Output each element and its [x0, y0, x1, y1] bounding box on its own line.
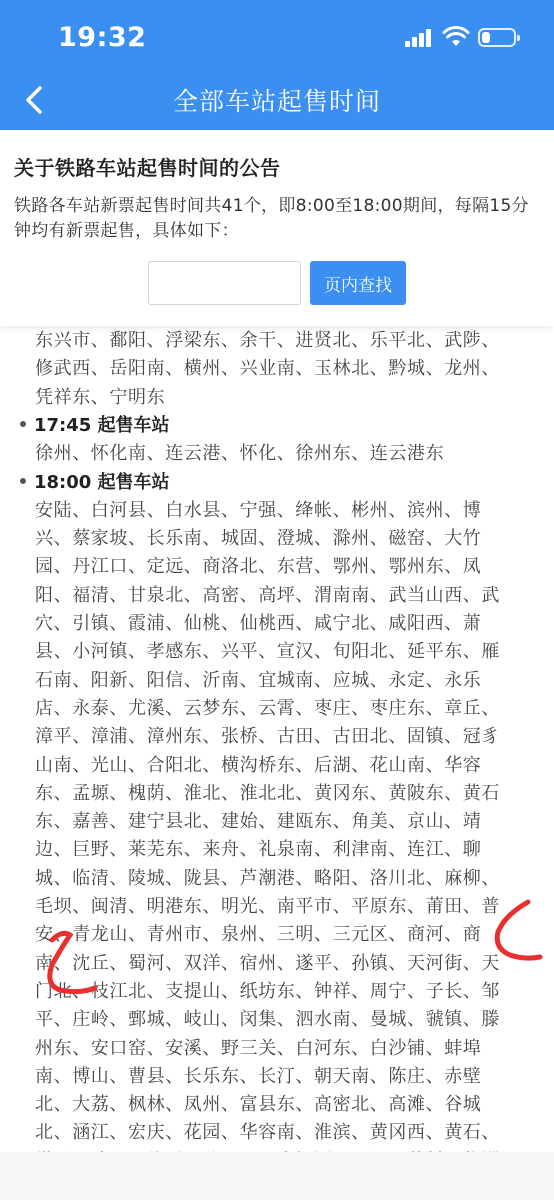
bullet-icon — [20, 478, 26, 484]
section-heading — [20, 469, 170, 497]
notice-panel — [0, 130, 554, 326]
station-line: 漳平、漳浦、漳州东、张桥、古田、古田北、固镇、冠豸 — [35, 726, 500, 748]
station-line: 凭祥东、宁明东 — [35, 386, 166, 408]
notice-body: 铁路各车站新票起售时间共41个，即8:00至18:00期间，每隔15分钟均有新票起售，具体如下： — [14, 196, 529, 241]
station-line: 南、沈丘、蜀河、双洋、宿州、遂平、孙镇、天河街、天 — [35, 952, 500, 974]
station-line: 县、小河镇、孝感东、兴平、宣汉、旬阳北、延平东、雁 — [35, 641, 500, 663]
station-line: 东兴市、鄱阳、浮梁东、余干、进贤北、乐平北、武陟、 — [35, 330, 500, 351]
bottom-strip — [0, 1152, 554, 1200]
station-line: 山南、光山、合阳北、横沟桥东、后湖、花山南、华容 — [35, 754, 482, 776]
station-line: 州东、安口窑、安溪、野三关、白河东、白沙铺、蚌埠 — [35, 1037, 482, 1059]
station-line: 南、博山、曹县、长乐东、长汀、朝天南、陈庄、赤壁 — [35, 1065, 482, 1087]
app-header — [0, 0, 554, 130]
nav-bar — [0, 74, 554, 130]
station-line: 北、涵江、宏庆、花园、华容南、淮滨、黄冈西、黄石、 — [35, 1122, 500, 1144]
station-line: 兴、蔡家坡、长乐南、城固、澄城、滁州、磁窑、大竹 — [35, 528, 482, 550]
station-line: 东、孟塬、槐荫、淮北、淮北北、黄冈东、黄陂东、黄石 — [35, 782, 500, 804]
page-search-button[interactable]: 页内查找 — [310, 261, 406, 305]
station-list — [0, 326, 554, 1152]
notice-title: 关于铁路车站起售时间的公告 — [14, 156, 281, 180]
bullet-icon — [20, 421, 26, 427]
section-heading-text: 17:45 起售车站 — [34, 414, 170, 436]
station-line: 城、临清、陵城、陇县、芦潮港、略阳、洛川北、麻柳、 — [35, 867, 500, 889]
station-line: 平、庄岭、鄄城、岐山、闵集、泗水南、曼城、虢镇、滕 — [35, 1009, 500, 1031]
station-line: 园、丹江口、定远、商洛北、东营、鄂州、鄂州东、凤 — [35, 556, 482, 578]
cellular-signal-icon — [405, 29, 433, 47]
station-line: 石南、阳新、阳信、沂南、宜城南、应城、永定、永乐 — [35, 669, 482, 691]
battery-icon — [478, 28, 516, 47]
station-line: 安、青龙山、青州市、泉州、三明、三元区、商河、商 — [35, 924, 482, 946]
station-line: 修武西、岳阳南、横州、兴业南、玉林北、黔城、龙州、 — [35, 358, 500, 380]
station-line: 边、巨野、莱芜东、来舟、礼泉南、利津南、连江、聊 — [35, 839, 482, 861]
station-line: 穴、引镇、霞浦、仙桃、仙桃西、咸宁北、咸阳西、萧 — [35, 613, 482, 634]
status-bar — [0, 0, 554, 74]
station-line: 店、永泰、尤溪、云梦东、云霄、枣庄、枣庄东、章丘、 — [35, 697, 500, 719]
status-time: 19:32 — [58, 22, 147, 53]
station-line: 安陆、白河县、白水县、宁强、绛帐、彬州、滨州、博 — [35, 499, 482, 521]
page-title: 全部车站起售时间 — [172, 87, 381, 116]
station-line: 毛坝、闽清、明港东、明光、南平市、平原东、莆田、普 — [35, 896, 500, 917]
wifi-icon — [443, 26, 469, 48]
station-line: 门北、枝江北、支提山、纸坊东、钟祥、周宁、子长、邹 — [35, 980, 500, 1002]
section-heading-text: 18:00 起售车站 — [34, 471, 170, 493]
station-line: 徐州、怀化南、连云港、怀化、徐州东、连云港东 — [35, 443, 445, 465]
page-search-input[interactable] — [148, 261, 301, 305]
station-line: 东、嘉善、建宁县北、建始、建瓯东、角美、京山、靖 — [35, 811, 482, 833]
section-heading — [20, 412, 170, 440]
station-line: 北、大荔、枫林、凤州、富县东、高密北、高滩、谷城 — [35, 1094, 482, 1116]
station-line: 阳、福清、甘泉北、高密、高坪、渭南南、武当山西、武 — [35, 584, 500, 606]
